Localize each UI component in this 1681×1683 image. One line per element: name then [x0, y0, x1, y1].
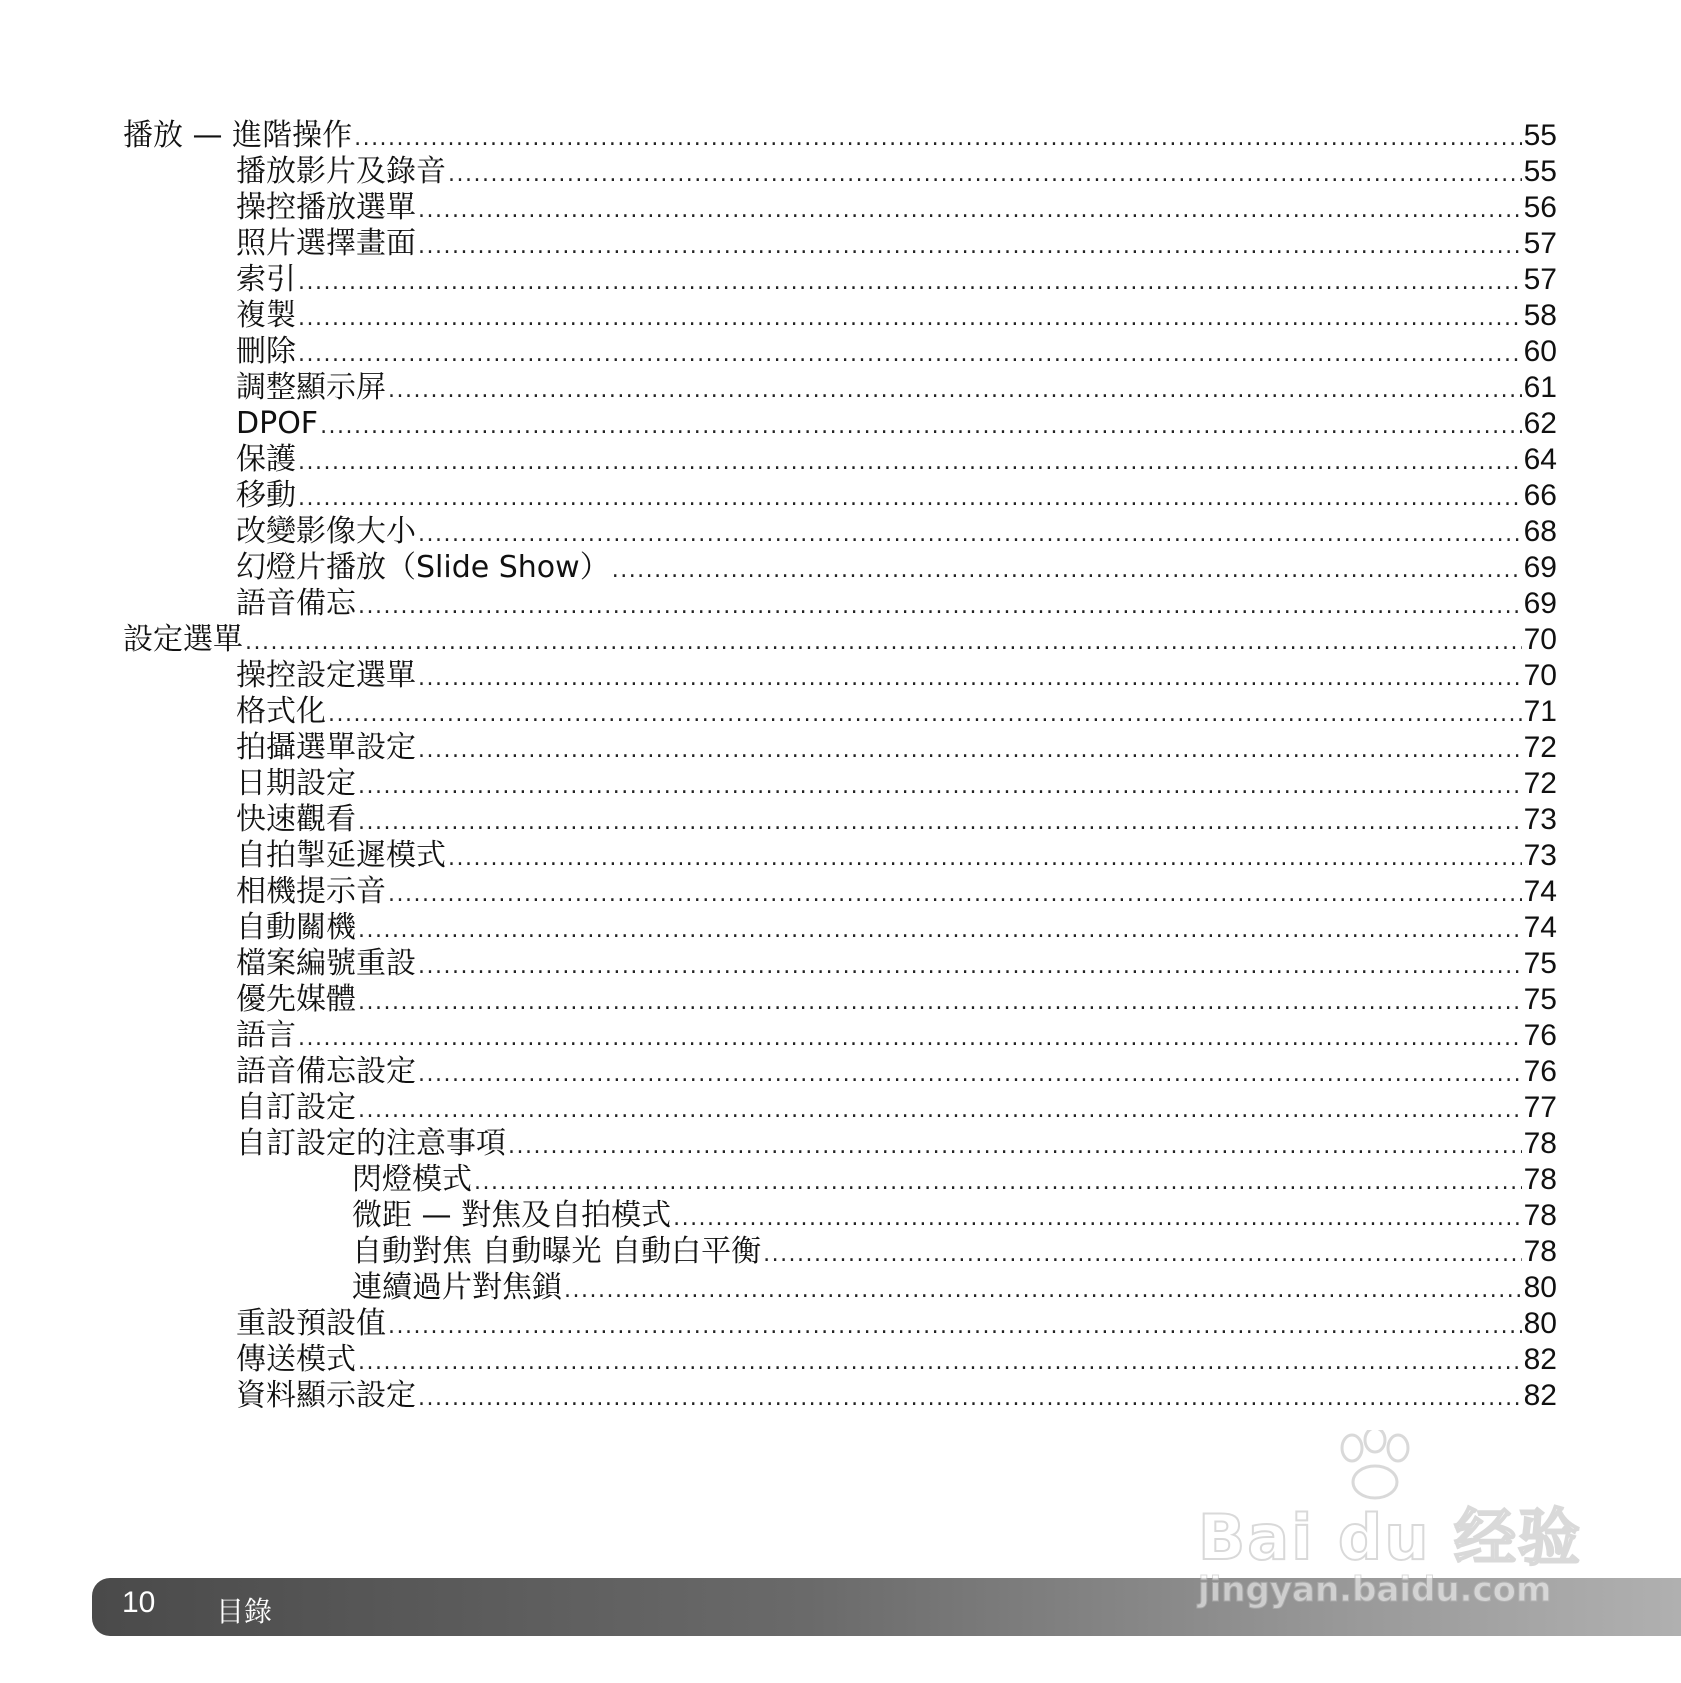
dot-leader: [320, 409, 1522, 445]
toc-entry-page: 78: [1523, 1163, 1557, 1196]
toc-entry-title: 照片選擇畫面: [236, 226, 416, 261]
dot-leader: [418, 733, 1522, 769]
dot-leader: [358, 1345, 1522, 1381]
toc-entry-title: 拍攝選單設定: [236, 730, 416, 765]
toc-entry-page: 68: [1523, 515, 1557, 548]
toc-entry-page: 61: [1523, 371, 1557, 404]
toc-entry: [123, 766, 1557, 802]
table-of-contents: [123, 118, 1557, 1414]
dot-leader: [328, 697, 1522, 733]
toc-entry-title: 播放影片及錄音: [236, 154, 446, 189]
toc-entry: [123, 1054, 1557, 1090]
toc-entry: [123, 1126, 1557, 1162]
dot-leader: [418, 193, 1522, 229]
dot-leader: [564, 1273, 1522, 1309]
toc-entry-page: 72: [1523, 767, 1557, 800]
dot-leader: [358, 1093, 1522, 1129]
toc-entry-title: 複製: [236, 298, 296, 333]
toc-entry-title: 保護: [236, 442, 296, 477]
dot-leader: [418, 949, 1522, 985]
toc-entry: [123, 946, 1557, 982]
toc-entry-title: 格式化: [236, 694, 326, 729]
toc-entry-page: 56: [1523, 191, 1557, 224]
dot-leader: [298, 337, 1522, 373]
toc-entry-page: 76: [1523, 1019, 1557, 1052]
toc-entry-page: 74: [1523, 875, 1557, 908]
toc-entry: [123, 1342, 1557, 1378]
toc-entry: [123, 1270, 1557, 1306]
toc-entry-title: 日期設定: [236, 766, 356, 801]
dot-leader: [388, 1309, 1522, 1345]
toc-entry-title: 索引: [236, 262, 296, 297]
dot-leader: [358, 805, 1522, 841]
toc-entry-page: 74: [1523, 911, 1557, 944]
toc-entry: [123, 298, 1557, 334]
toc-entry-title: 幻燈片播放（Slide Show）: [236, 550, 610, 585]
toc-entry-page: 80: [1523, 1307, 1557, 1340]
dot-leader: [388, 373, 1522, 409]
toc-entry-page: 58: [1523, 299, 1557, 332]
toc-entry: [123, 1090, 1557, 1126]
dot-leader: [448, 157, 1522, 193]
toc-entry-page: 78: [1523, 1235, 1557, 1268]
dot-leader: [673, 1201, 1522, 1237]
toc-entry-page: 80: [1523, 1271, 1557, 1304]
toc-entry: [123, 154, 1557, 190]
toc-entry: [123, 1162, 1557, 1198]
dot-leader: [418, 1381, 1522, 1417]
toc-entry-page: 71: [1523, 695, 1557, 728]
toc-entry-page: 73: [1523, 803, 1557, 836]
toc-entry-page: 55: [1523, 119, 1557, 152]
toc-entry: [123, 334, 1557, 370]
toc-entry-page: 70: [1523, 659, 1557, 692]
dot-leader: [354, 121, 1522, 157]
page-number: 10: [122, 1586, 156, 1619]
toc-entry: [123, 118, 1557, 154]
toc-entry: [123, 478, 1557, 514]
toc-entry-title: 語音備忘: [236, 586, 356, 621]
toc-entry-page: 62: [1523, 407, 1557, 440]
toc-entry: [123, 1306, 1557, 1342]
toc-entry: [123, 190, 1557, 226]
toc-entry-title: 操控設定選單: [236, 658, 416, 693]
toc-entry-page: 57: [1523, 263, 1557, 296]
toc-entry-page: 78: [1523, 1127, 1557, 1160]
toc-entry-page: 60: [1523, 335, 1557, 368]
toc-entry-title: 快速觀看: [236, 802, 356, 837]
toc-entry-title: 自動對焦 自動曝光 自動白平衡: [352, 1234, 762, 1269]
dot-leader: [298, 301, 1522, 337]
dot-leader: [418, 229, 1522, 265]
dot-leader: [418, 1057, 1522, 1093]
toc-entry-title: 操控播放選單: [236, 190, 416, 225]
toc-entry: [123, 910, 1557, 946]
dot-leader: [358, 589, 1522, 625]
toc-entry: [123, 1234, 1557, 1270]
dot-leader: [418, 661, 1522, 697]
toc-entry-title: 改變影像大小: [236, 514, 416, 549]
toc-entry-page: 75: [1523, 947, 1557, 980]
toc-entry-title: 移動: [236, 478, 296, 513]
toc-entry-page: 75: [1523, 983, 1557, 1016]
toc-entry-title: DPOF: [236, 406, 319, 441]
dot-leader: [358, 985, 1522, 1021]
toc-entry-title: 調整顯示屏: [236, 370, 386, 405]
toc-entry: [123, 1018, 1557, 1054]
toc-entry-page: 76: [1523, 1055, 1557, 1088]
dot-leader: [763, 1237, 1522, 1273]
toc-entry: [123, 550, 1557, 586]
toc-entry-title: 檔案編號重設: [236, 946, 416, 981]
toc-entry-page: 78: [1523, 1199, 1557, 1232]
toc-entry: [123, 442, 1557, 478]
toc-entry-page: 57: [1523, 227, 1557, 260]
toc-entry-title: 資料顯示設定: [236, 1378, 416, 1413]
toc-entry: [123, 874, 1557, 910]
toc-entry-title: 語音備忘設定: [236, 1054, 416, 1089]
toc-entry-title: 刪除: [236, 334, 296, 369]
toc-entry-page: 64: [1523, 443, 1557, 476]
toc-entry-title: 語言: [236, 1018, 296, 1053]
toc-entry: [123, 622, 1557, 658]
toc-entry: [123, 370, 1557, 406]
dot-leader: [418, 517, 1522, 553]
toc-entry: [123, 1378, 1557, 1414]
toc-entry-page: 69: [1523, 551, 1557, 584]
toc-entry-page: 77: [1523, 1091, 1557, 1124]
toc-entry-title: 自訂設定的注意事項: [236, 1126, 506, 1161]
dot-leader: [448, 841, 1522, 877]
toc-entry: [123, 586, 1557, 622]
toc-entry: [123, 262, 1557, 298]
toc-entry-title: 傳送模式: [236, 1342, 356, 1377]
dot-leader: [298, 265, 1522, 301]
toc-entry-title: 設定選單: [123, 622, 243, 657]
dot-leader: [388, 877, 1522, 913]
toc-entry-title: 優先媒體: [236, 982, 356, 1017]
dot-leader: [298, 481, 1522, 517]
toc-entry: [123, 406, 1557, 442]
dot-leader: [508, 1129, 1522, 1165]
watermark-url: jingyan.baidu.com: [1198, 1570, 1552, 1610]
toc-entry: [123, 802, 1557, 838]
toc-entry-title: 閃燈模式: [352, 1162, 472, 1197]
toc-entry-title: 自訂設定: [236, 1090, 356, 1125]
toc-entry-title: 相機提示音: [236, 874, 386, 909]
baidu-watermark: [1190, 1430, 1590, 1610]
dot-leader: [298, 1021, 1522, 1057]
toc-entry-page: 72: [1523, 731, 1557, 764]
toc-entry: [123, 982, 1557, 1018]
section-label: 目錄: [216, 1595, 273, 1628]
toc-entry: [123, 658, 1557, 694]
toc-entry-page: 82: [1523, 1343, 1557, 1376]
dot-leader: [358, 913, 1522, 949]
toc-entry-title: 連續過片對焦鎖: [352, 1270, 562, 1305]
toc-entry: [123, 1198, 1557, 1234]
toc-entry: [123, 226, 1557, 262]
toc-entry-title: 自拍掣延遲模式: [236, 838, 446, 873]
dot-leader: [245, 625, 1522, 661]
toc-entry-page: 55: [1523, 155, 1557, 188]
dot-leader: [358, 769, 1522, 805]
toc-entry-page: 73: [1523, 839, 1557, 872]
toc-entry: [123, 730, 1557, 766]
toc-entry-page: 66: [1523, 479, 1557, 512]
toc-entry-page: 69: [1523, 587, 1557, 620]
toc-entry: [123, 838, 1557, 874]
toc-entry-title: 重設預設值: [236, 1306, 386, 1341]
dot-leader: [298, 445, 1522, 481]
toc-entry-title: 播放 — 進階操作: [123, 118, 353, 153]
toc-entry-page: 82: [1523, 1379, 1557, 1412]
toc-entry: [123, 694, 1557, 730]
toc-entry-title: 微距 — 對焦及自拍模式: [352, 1198, 672, 1233]
dot-leader: [612, 553, 1522, 589]
toc-entry: [123, 514, 1557, 550]
toc-entry-title: 自動關機: [236, 910, 356, 945]
dot-leader: [474, 1165, 1522, 1201]
watermark-brand: Bai du 经验: [1198, 1501, 1583, 1574]
toc-entry-page: 70: [1523, 623, 1557, 656]
